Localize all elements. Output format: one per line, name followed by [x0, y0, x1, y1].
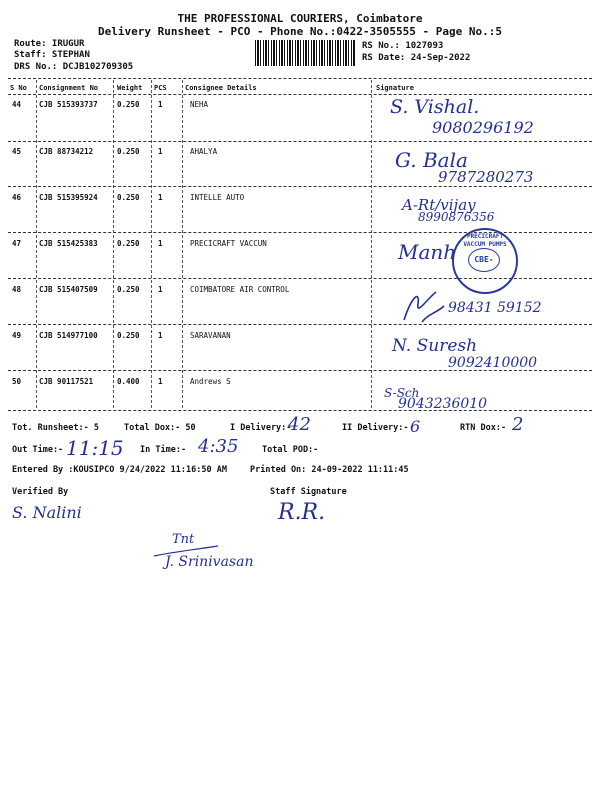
row-consignee: NEHA: [190, 100, 209, 109]
row-pcs: 1: [158, 100, 163, 109]
rtn-dox-value: 2: [512, 414, 524, 435]
ii-delivery-label: II Delivery:-: [342, 423, 409, 433]
row-sno: 50: [12, 377, 22, 386]
row-pcs: 1: [158, 331, 163, 340]
row-pcs: 1: [158, 377, 163, 386]
row-pcs: 1: [158, 239, 163, 248]
row-weight: 0.250: [117, 331, 140, 340]
signature-phone: 9043236010: [398, 396, 488, 412]
staff-signature-label: Staff Signature: [270, 487, 347, 497]
row-consignee: Andrews S: [190, 377, 231, 386]
ii-delivery-value: 6: [410, 417, 421, 436]
row-sno: 48: [12, 285, 22, 294]
total-pod-label: Total POD:-: [262, 445, 319, 455]
row-consignment: CJB 515393737: [39, 100, 98, 109]
row-consignment: CJB 90117521: [39, 377, 94, 386]
row-consignee: COIMBATORE AIR CONTROL: [190, 285, 290, 294]
row-consignment: CJB 88734212: [39, 147, 94, 156]
row-rule: [8, 370, 592, 371]
signature-phone: 9787280273: [438, 168, 534, 186]
signature-name: Manh: [398, 240, 457, 264]
entered-by: Entered By :KOUSIPCO 9/24/2022 11:16:50 AM: [12, 465, 227, 475]
verified-by-label: Verified By: [12, 487, 69, 497]
total-dox: Total Dox:- 50: [124, 423, 196, 433]
row-consignment: CJB 515395924: [39, 193, 98, 202]
printed-on: Printed On: 24-09-2022 11:11:45: [250, 465, 409, 475]
staff-label: Staff: STEPHAN: [14, 50, 90, 60]
row-weight: 0.250: [117, 285, 140, 294]
row-sno: 44: [12, 100, 22, 109]
verifier-initials: Tnt: [172, 532, 195, 547]
table-top-rule: [8, 78, 592, 79]
signature-name: S. Vishal.: [390, 96, 480, 118]
staff-signature-mark: R.R.: [278, 500, 326, 525]
row-consignment: CJB 515407509: [39, 285, 98, 294]
row-rule: [8, 141, 592, 142]
drs-number: DRS No.: DCJB102709305: [14, 62, 134, 72]
barcode: [255, 40, 355, 66]
column-divider: [182, 80, 183, 408]
column-divider: [113, 80, 114, 408]
rtn-dox-label: RTN Dox:-: [460, 423, 507, 433]
in-time-label: In Time:-: [140, 445, 187, 455]
row-rule: [8, 324, 592, 325]
row-pcs: 1: [158, 193, 163, 202]
signature-phone: 98431 59152: [448, 300, 542, 316]
column-divider: [371, 80, 372, 408]
column-divider: [36, 80, 37, 408]
row-weight: 0.400: [117, 377, 140, 386]
column-divider: [151, 80, 152, 408]
row-weight: 0.250: [117, 239, 140, 248]
i-delivery-value: 42: [288, 414, 311, 435]
row-sno: 45: [12, 147, 22, 156]
row-sno: 49: [12, 331, 22, 340]
rs-date: RS Date: 24-Sep-2022: [362, 53, 471, 63]
row-weight: 0.250: [117, 193, 140, 202]
company-stamp: [452, 228, 518, 294]
row-consignment: CJB 515425383: [39, 239, 98, 248]
i-delivery-label: I Delivery:-: [230, 423, 292, 433]
signature-name: S-Sch: [384, 386, 420, 400]
signature-phone: 8990876356: [418, 210, 495, 224]
row-pcs: 1: [158, 285, 163, 294]
row-weight: 0.250: [117, 147, 140, 156]
row-consignee: AHALYA: [190, 147, 218, 156]
signature-name: N. Suresh: [392, 336, 478, 356]
rs-number: RS No.: 1027093: [362, 41, 444, 51]
table-bottom-rule: [8, 410, 592, 411]
row-rule: [8, 186, 592, 187]
row-consignee: PRECICRAFT VACCUN: [190, 239, 267, 248]
header-pcs: PCS: [154, 84, 167, 92]
verifier-signature: S. Nalini: [12, 503, 82, 522]
row-consignment: CJB 514977100: [39, 331, 98, 340]
out-time-value: 11:15: [66, 436, 124, 460]
row-pcs: 1: [158, 147, 163, 156]
row-consignee: SARAVANAN: [190, 331, 231, 340]
signature-phone: 9092410000: [448, 355, 538, 371]
stamp-center: CBE-: [468, 248, 500, 272]
row-sno: 46: [12, 193, 22, 202]
signature-name: G. Bala: [395, 148, 468, 172]
table-header-rule: [8, 94, 592, 95]
runsheet-company-title: THE PROFESSIONAL COURIERS, Coimbatore: [177, 12, 423, 25]
header-consignee: Consignee Details: [185, 84, 257, 92]
header-sno: S No: [10, 84, 27, 92]
header-signature: Signature: [376, 84, 414, 92]
row-sno: 47: [12, 239, 22, 248]
header-consignment: Consignment No: [39, 84, 99, 92]
runsheet-subtitle: Delivery Runsheet - PCO - Phone No.:0422-3505555 - Page No.:5: [98, 25, 502, 38]
in-time-value: 4:35: [198, 436, 239, 457]
row-weight: 0.250: [117, 100, 140, 109]
out-time-label: Out Time:-: [12, 445, 64, 455]
signature-name: A-Rt/vijay: [402, 196, 476, 214]
header-weight: Weight: [117, 84, 143, 92]
signature-scribble: [398, 286, 448, 326]
total-runsheet: Tot. Runsheet:- 5: [12, 423, 99, 433]
stamp-text: PRECICRAFT VACCUM PUMPS: [463, 233, 507, 248]
row-consignee: INTELLE AUTO: [190, 193, 245, 202]
signature-phone: 9080296192: [432, 118, 534, 137]
route-label: Route: IRUGUR: [14, 39, 85, 49]
name-signature: J. Srinivasan: [165, 554, 254, 570]
